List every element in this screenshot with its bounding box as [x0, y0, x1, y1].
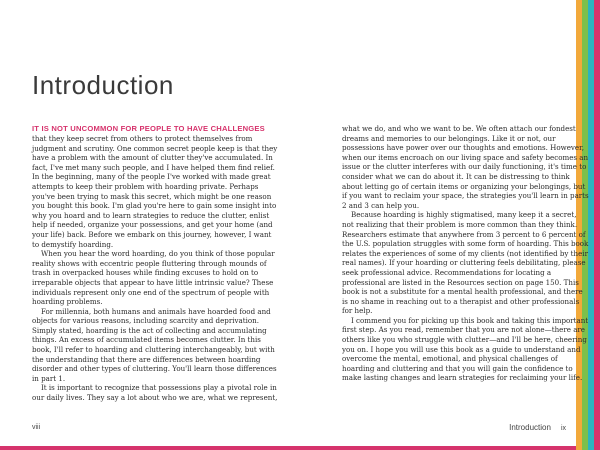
right-page-number: ix	[560, 425, 566, 432]
bottom-accent-bar	[0, 446, 576, 450]
right-column	[342, 124, 590, 383]
right-footer	[509, 423, 566, 432]
stripe-pink	[594, 0, 600, 450]
left-page-number: viii	[32, 424, 41, 431]
paragraph-6: Because hoarding is highly stigmatised, many keep it a secret, not realizing that their problem is more common than they think. Researchers estimate that anywhere from 3 percent to 6 percent of the U.S. population struggles with some form of hoarding. This book relates the experiences of some of my clients (not identified by their real names). If your hoarding or cluttering feels debilitating, please seek professional advice. Recommendations for locating a professional are listed in the Resources section on page 150. This book is not a substitute for a mental health professional, and there is no shame in reaching out to a therapist and other professionals for help.	[342, 210, 589, 316]
paragraph-7: I commend you for picking up this book and taking this important first step. As you read, remember that you are not alone—there are others like you who struggle with clutter—and I'll be here, cheering you on. I hope you will use this book as a guide to understand and overcome the mental, emotional, and physical challenges of hoarding and cluttering and that you will gain the confidence to make lasting changes and learn strategies for reclaiming your life.	[342, 315, 589, 383]
paragraph-3: For millennia, both humans and animals have hoarded food and objects for various reasons, including scarcity and deprivation. Simply stated, hoarding is the act of collecting and accumulating things. An excess of accumulated items becomes clutter. In this book, I'll refer to hoarding and cluttering interchangeably, but with the understanding that there are differences between hoarding disorder and other types of cluttering. You'll learn those differences in part 1.	[32, 306, 277, 383]
running-head: Introduction	[509, 423, 551, 432]
paragraph-5: what we do, and who we want to be. We often attach our fondest dreams and memories to our belongings. Like it or not, our possessions have power over our thoughts and emotions. However, when our items encroach on our living space and safety becomes an issue or the clutter interferes with our daily functioning, it's time to consider what we can do about it. It can be distressing to think about letting go of certain items or organizing your belongings, but if you want to reclaim your space, the strategies you'll learn in parts 2 and 3 can help you.	[342, 124, 589, 210]
chapter-title: Introduction	[32, 70, 174, 100]
left-column	[32, 124, 280, 403]
paragraph-2: When you hear the word hoarding, do you think of those popular reality shows with eccentric people fluttering through mounds of trash in overpacked houses while finding excuses to hold on to irreparable objects that appear to have little intrinsic value? These individuals represent only one end of the spectrum of people with hoarding problems.	[32, 249, 275, 307]
lead-in-heading: IT IS NOT UNCOMMON FOR PEOPLE TO HAVE CHALLENGES	[32, 124, 265, 133]
paragraph-4: It is important to recognize that possessions play a pivotal role in our daily lives. They say a lot about who we are, what we represent,	[32, 383, 278, 403]
paragraph-1: that they keep secret from others to protect themselves from judgment and scrutiny. One common secret people keep is that they have a problem with the amount of clutter they've accumulated. In fact, I've met many such people, and I have helped them find relief. In the beginning, many of the people I've worked with made great attempts to keep their problem with hoarding private. Perhaps you've been trying to mask this secret, which might be one reason you bought this book. I'm glad you're here to gain some insight into why you hoard and to learn strategies to reduce the clutter, enlist help if needed, organize your possessions, and get your home (and your life) back. Before we embark on this journey, however, I want to demystify hoarding.	[32, 134, 278, 249]
